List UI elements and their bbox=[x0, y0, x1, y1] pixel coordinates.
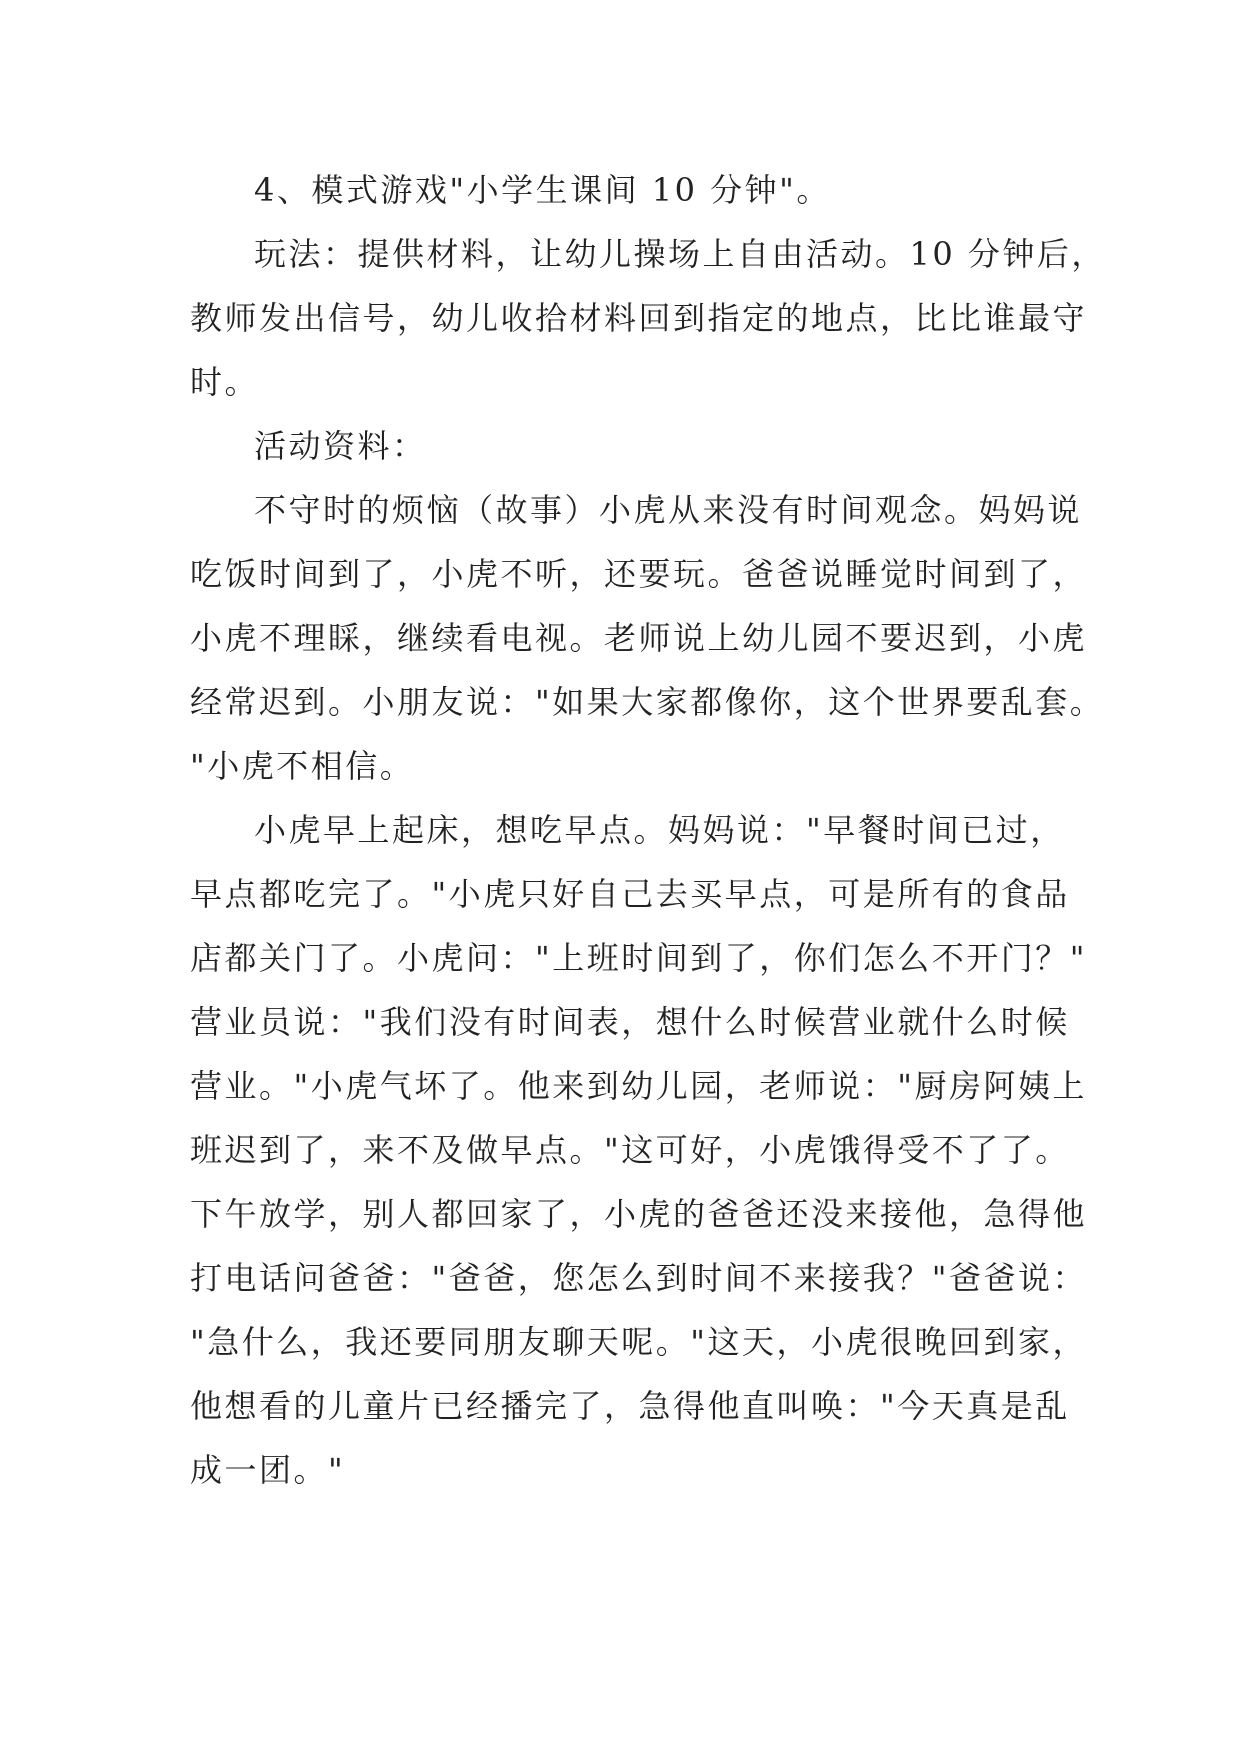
document-body bbox=[190, 158, 1106, 1502]
text-line: 教师发出信号，幼儿收拾材料回到指定的地点，比比谁最守 bbox=[190, 299, 1088, 337]
text-line: 店都关门了。小虎问："上班时间到了，你们怎么不开门？" bbox=[190, 939, 1087, 977]
text-line: 营业员说："我们没有时间表，想什么时候营业就什么时候 bbox=[190, 1003, 1070, 1041]
text-line: 小虎早上起床，想吃早点。妈妈说："早餐时间已过， bbox=[254, 811, 1065, 849]
text-line: "小虎不相信。 bbox=[190, 747, 415, 785]
text-line: 4、模式游戏"小学生课间 10 分钟"。 bbox=[254, 171, 831, 209]
text-line: 玩法：提供材料，让幼儿操场上自由活动。10 分钟后， bbox=[254, 235, 1106, 273]
text-line: 成一团。" bbox=[190, 1451, 346, 1489]
text-line: 班迟到了，来不及做早点。"这可好，小虎饿得受不了了。 bbox=[190, 1131, 1070, 1169]
text-line: 营业。"小虎气坏了。他来到幼儿园，老师说："厨房阿姨上 bbox=[190, 1067, 1087, 1105]
text-line: 下午放学，别人都回家了，小虎的爸爸还没来接他，急得他 bbox=[190, 1195, 1088, 1233]
text-line: 不守时的烦恼（故事）小虎从来没有时间观念。妈妈说 bbox=[254, 491, 1083, 529]
text-line: 时。 bbox=[190, 363, 260, 401]
text-line: 小虎不理睬，继续看电视。老师说上幼儿园不要迟到，小虎 bbox=[190, 619, 1088, 657]
text-line: 早点都吃完了。"小虎只好自己去买早点，可是所有的食品 bbox=[190, 875, 1070, 913]
text-line: 打电话问爸爸："爸爸，您怎么到时间不来接我？"爸爸说： bbox=[190, 1259, 1087, 1297]
text-line: "急什么，我还要同朋友聊天呢。"这天，小虎很晚回到家， bbox=[190, 1323, 1087, 1361]
text-line: 他想看的儿童片已经播完了，急得他直叫唤："今天真是乱 bbox=[190, 1387, 1070, 1425]
text-line: 吃饭时间到了，小虎不听，还要玩。爸爸说睡觉时间到了， bbox=[190, 555, 1088, 593]
text-line: 经常迟到。小朋友说："如果大家都像你，这个世界要乱套。 bbox=[190, 683, 1105, 721]
text-line: 活动资料： bbox=[254, 427, 427, 465]
